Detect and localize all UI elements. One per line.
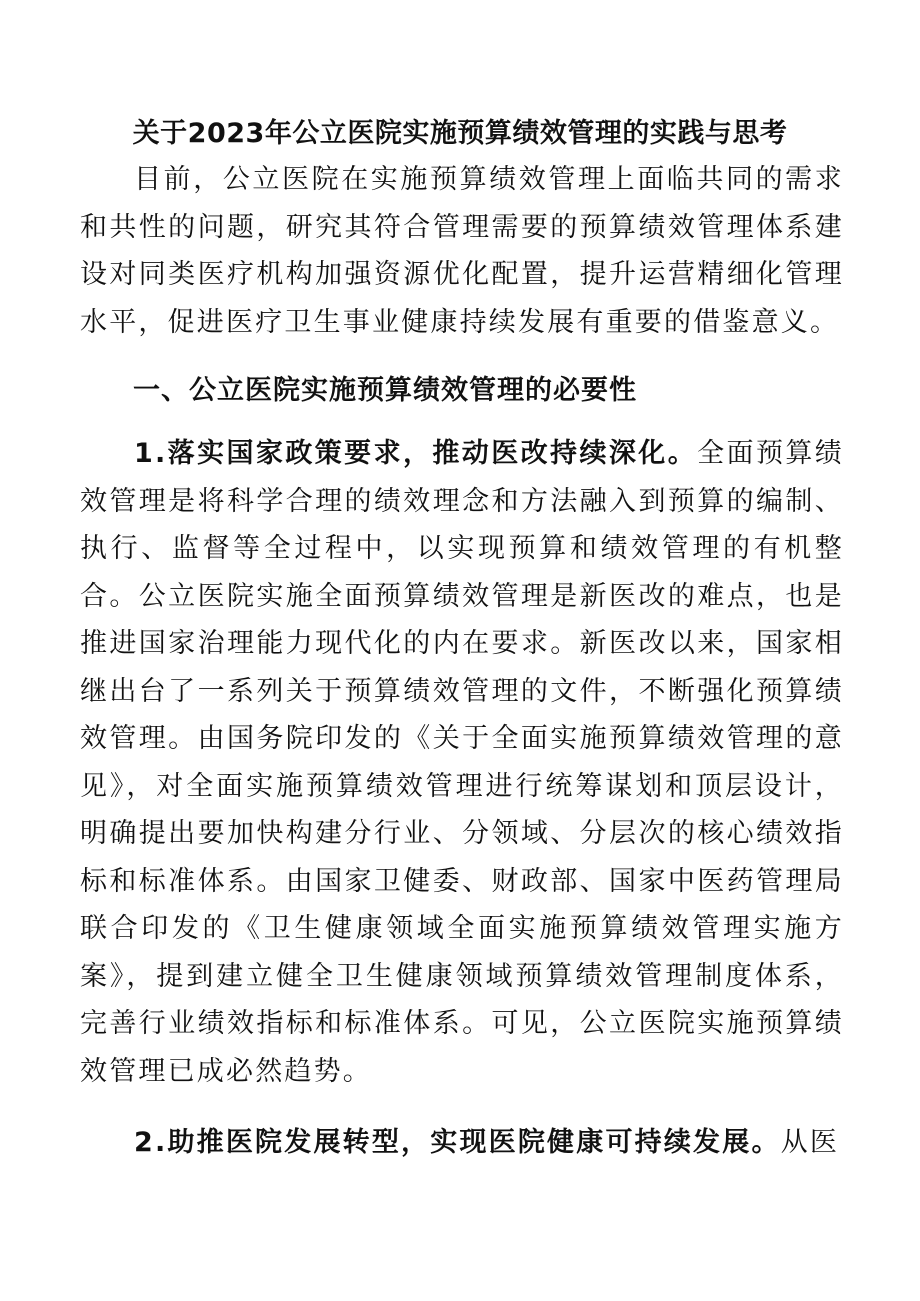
section-item-2-body: 从医 xyxy=(780,1127,840,1158)
intro-paragraph: 目前，公立医院在实施预算绩效管理上面临共同的需求和共性的问题，研究其符合管理需要的预算绩效管理体系建设对同类医疗机构加强资源优化配置，提升运营精细化管理水平，促进医疗卫生事业健康持续发展有重要的借鉴意义。 xyxy=(80,164,844,338)
document-title: 关于2023年公立医院实施预算绩效管理的实践与思考 xyxy=(132,118,788,149)
section-item-2-lead: 2.助推医院发展转型，实现医院健康可持续发展。 xyxy=(134,1127,781,1158)
section-item-1-lead: 1.落实国家政策要求，推动医改持续深化。 xyxy=(134,438,698,469)
section-item-2 xyxy=(80,1119,844,1167)
section-item-1-body: 全面预算绩效管理是将科学合理的绩效理念和方法融入到预算的编制、执行、监督等全过程中，以实现预算和绩效管理的有机整合。公立医院实施全面预算绩效管理是新医改的难点，也是推进国家治理能力现代化的内在要求。新医改以来，国家相继出台了一系列关于预算绩效管理的文件，不断强化预算绩效管理。由国务院印发的《关于全面实施预算绩效管理的意见》，对全面实施预算绩效管理进行统筹谋划和顶层设计，明确提出要加快构建分行业、分领域、分层次的核心绩效指标和标准体系。由国家卫健委、财政部、国家中医药管理局联合印发的《卫生健康领域全面实施预算绩效管理实施方案》，提到建立健全卫生健康领域预算绩效管理制度体系，完善行业绩效指标和标准体系。可见，公立医院实施预算绩效管理已成必然趋势。 xyxy=(80,438,845,1087)
section-item-1 xyxy=(80,430,844,1095)
section-heading: 一、公立医院实施预算绩效管理的必要性 xyxy=(133,375,637,406)
